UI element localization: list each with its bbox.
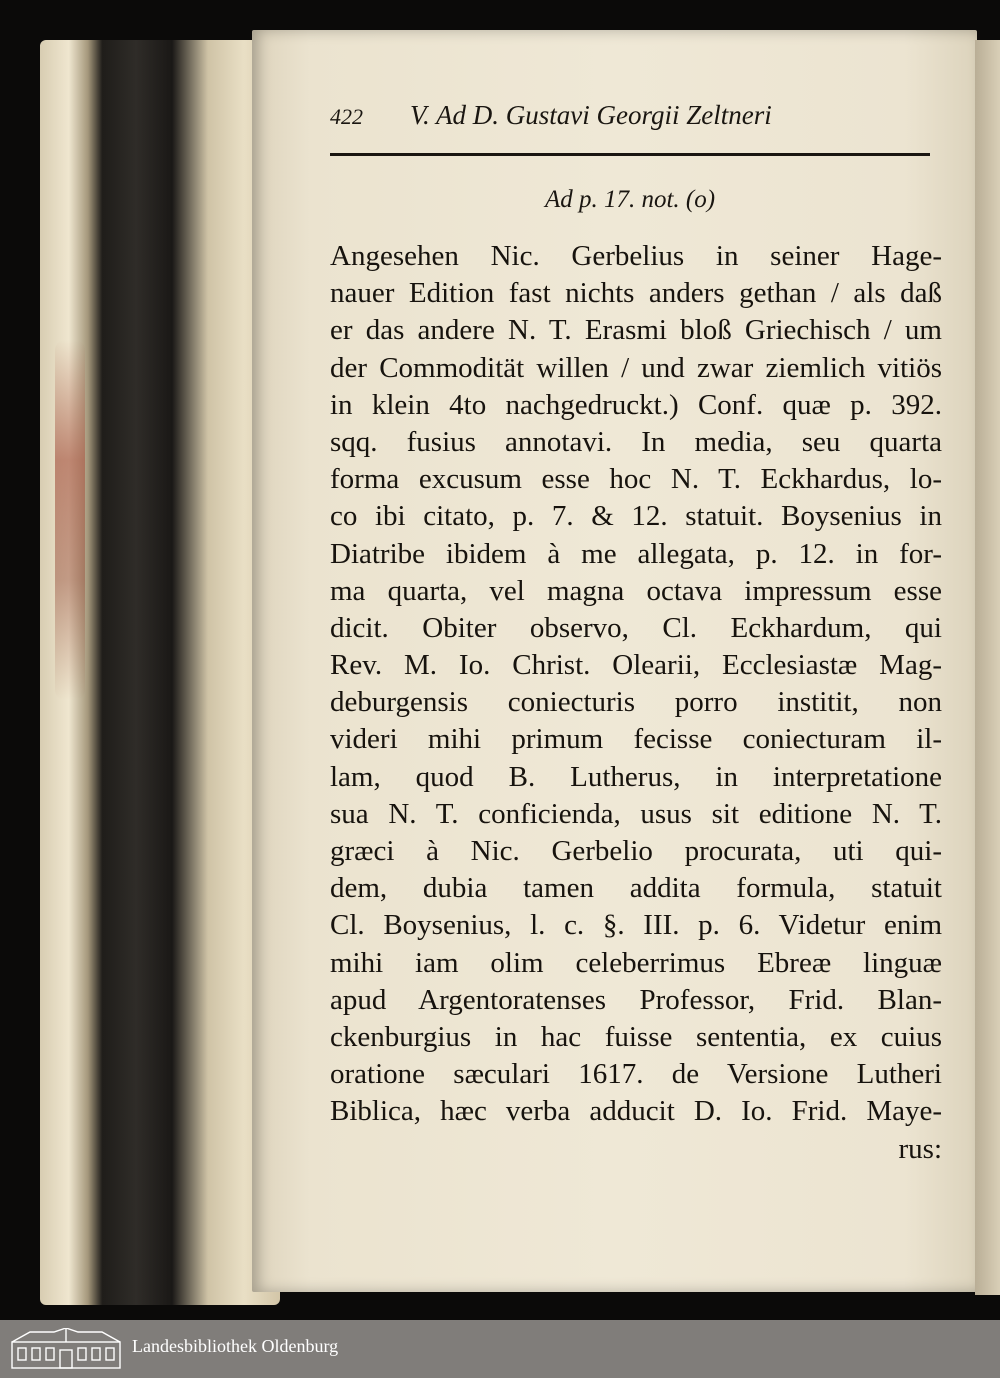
- text-line: græci à Nic. Gerbelio procurata, uti qui-: [330, 835, 942, 867]
- text-line: Rev. M. Io. Christ. Olearii, Ecclesiastæ Mag-: [330, 649, 942, 682]
- text-line: in klein 4to nachgedruckt.) Conf. quæ p. 392.: [330, 388, 942, 421]
- library-building-icon: [10, 1328, 122, 1370]
- page-number: 422: [330, 104, 363, 129]
- text-line: videri mihi primum fecisse coniecturam il-: [330, 723, 942, 756]
- text-line: deburgensis coniecturis porro institit, non: [330, 686, 942, 719]
- text-line: dicit. Obiter observo, Cl. Eckhardum, qui: [330, 611, 942, 644]
- text-line: forma excusum esse hoc N. T. Eckhardus, lo-: [330, 463, 942, 496]
- text-line: mihi iam olim celeberrimus Ebreæ linguæ: [330, 946, 942, 979]
- text-line: Biblica, hæc verba adducit D. Io. Frid. Maye-: [330, 1095, 942, 1128]
- text-line: rus:: [898, 1132, 942, 1165]
- text-line: oratione sæculari 1617. de Versione Lutheri: [330, 1058, 942, 1091]
- text-line: Diatribe ibidem à me allegata, p. 12. in for-: [330, 537, 942, 570]
- text-line: Angesehen Nic. Gerbelius in seiner Hage-: [330, 240, 942, 272]
- text-line: sua N. T. conficienda, usus sit editione N. T.: [330, 797, 942, 830]
- header-rule: [330, 153, 930, 156]
- footer-bar: [0, 1320, 1000, 1378]
- library-name: Landesbibliothek Oldenburg: [132, 1336, 339, 1356]
- text-line: Cl. Boysenius, l. c. §. III. p. 6. Videtur enim: [330, 909, 942, 942]
- section-subheading: Ad p. 17. not. (o): [544, 186, 716, 213]
- text-line: der Commodität willen / und zwar ziemlich vitiös: [330, 351, 942, 384]
- page-body-text: [330, 238, 942, 1168]
- text-line: apud Argentoratenses Professor, Frid. Blan-: [330, 983, 942, 1016]
- text-line: ckenburgius in hac fuisse sententia, ex cuius: [330, 1020, 942, 1053]
- text-line: nauer Edition fast nichts anders gethan / als daß: [330, 277, 942, 310]
- running-header: [330, 100, 930, 140]
- running-head-title: V. Ad D. Gustavi Georgii Zeltneri: [410, 100, 772, 130]
- text-line: dem, dubia tamen addita formula, statuit: [330, 872, 942, 905]
- binding-stain: [55, 340, 85, 700]
- text-line: co ibi citato, p. 7. & 12. statuit. Boysenius in: [330, 500, 942, 533]
- text-line: sqq. fusius annotavi. In media, seu quarta: [330, 425, 942, 458]
- text-line: lam, quod B. Lutherus, in interpretatione: [330, 760, 942, 793]
- facing-page-edge: [975, 40, 1000, 1295]
- text-line: er das andere N. T. Erasmi bloß Griechisch / um: [330, 314, 942, 347]
- text-line: ma quarta, vel magna octava impressum esse: [330, 574, 942, 607]
